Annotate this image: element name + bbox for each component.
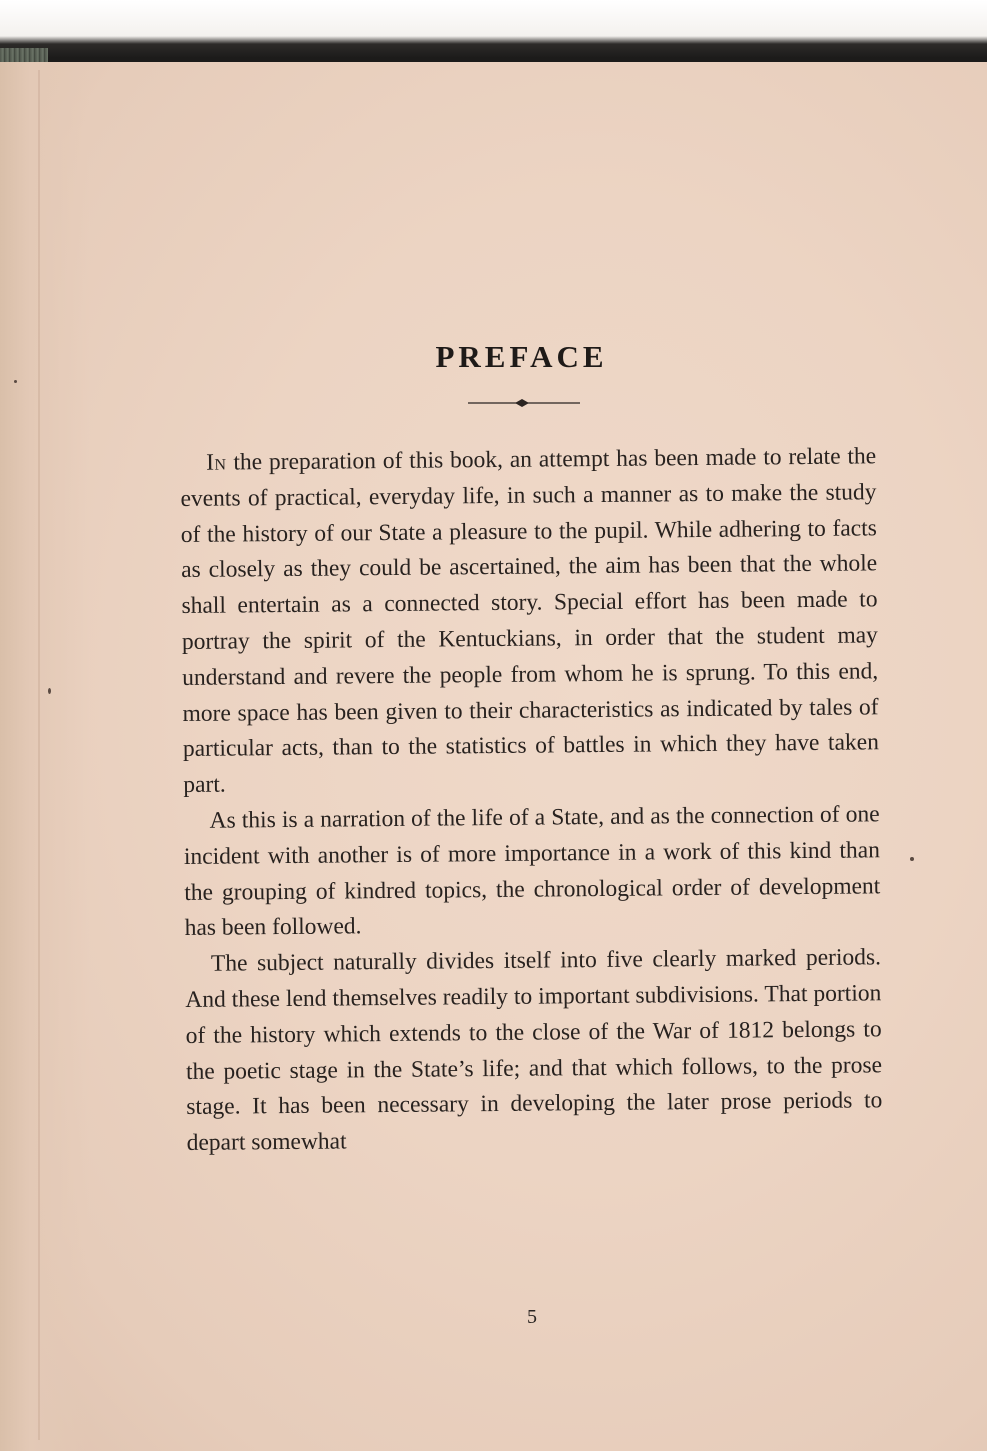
gutter-shadow: [0, 62, 90, 1451]
preface-body: [180, 439, 883, 1162]
paragraph-text: the preparation of this book, an attempt has been made to relate the events of practical, everyday life, in such a manner as to make the study of the history of our State a pleasure to the pupil. While adhering to facts as closely as they could be ascertained, the aim has been that the whole shall entertain as a connected story. Special effort has been made to portray the spirit of the Kentuckians, in order that the student may understand and revere the people from whom he is sprung. To this end, more space has been given to their characteristics as indicated by tales of particular acts, than to the statistics of battles in which they have taken part.: [180, 443, 880, 799]
paragraph-lead-word: In: [206, 449, 227, 476]
page-number: 5: [527, 1306, 537, 1328]
paper-speck: [14, 380, 17, 383]
book-cover-edge: [0, 0, 987, 62]
paper-speck: [910, 857, 914, 861]
gutter-fold-line: [38, 70, 40, 1440]
paragraph-3: The subject naturally divides itself into five clearly marked periods. And these lend themselves readily to important subdivisions. That portion of the history which extends to the close of the War of 1812 belongs to the poetic stage in the State’s life; and that which follows, to the prose stage. It has been necessary in developing the later prose periods to depart somewhat: [185, 944, 883, 1157]
paper-speck: [48, 688, 51, 694]
title-ornament-divider: [468, 396, 580, 410]
paragraph-1: [180, 439, 879, 804]
page-title: PREFACE: [435, 338, 608, 374]
paragraph-2: As this is a narration of the life of a State, and as the connection of one incident with another is of more importance in a work of this kind than the grouping of kindred topics, the chronological order of development has been followed.: [183, 801, 881, 942]
